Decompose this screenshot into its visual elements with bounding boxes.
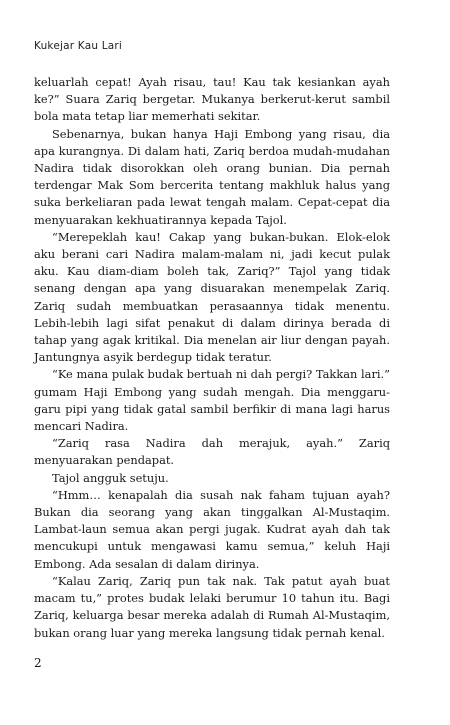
paragraph: “Kalau Zariq, Zariq pun tak nak. Tak patut ayah buat macam tu,” protes budak lelaki berumur 10 tahun itu. Bagi Zariq, keluarga besar mereka adalah di Rumah Al-Mustaqim, bukan orang luar yang mereka langsung tidak pernah kenal. <box>34 573 390 640</box>
paragraph: “Hmm… kenapalah dia susah nak faham tujuan ayah? Bukan dia seorang yang akan tinggalkan Al-Mustaqim. Lambat-laun semua akan pergi jugak. Kudrat ayah dah tak mencukupi untuk mengawasi kamu semua,” keluh Haji Embong. Ada sesalan di dalam dirinya. <box>34 487 390 571</box>
paragraph: Tajol angguk setuju. <box>52 470 169 485</box>
paragraph: keluarlah cepat! Ayah risau, tau! Kau tak kesiankan ayah ke?” Suara Zariq bergetar. Mukanya berkerut-kerut sambil bola mata tetap liar memerhati sekitar. <box>34 75 390 124</box>
paragraph: “Merepeklah kau! Cakap yang bukan-bukan. Elok-elok aku berani cari Nadira malam-malam ni, jadi kecut pulak aku. Kau diam-diam boleh tak, Zariq?” Tajol yang tidak senang dengan apa yang disuarakan menempelak Zariq. Zariq sudah membuatkan perasaannya tidak menentu. Lebih-lebih lagi sifat penakut di dalam dirinya berada di tahap yang agak kritikal. Dia menelan air liur dengan payah. Jantungnya asyik berdegup tidak teratur. <box>34 229 390 365</box>
paragraph: “Zariq rasa Nadira dah merajuk, ayah.” Zariq menyuarakan pendapat. <box>34 436 390 468</box>
paragraph: “Ke mana pulak budak bertuah ni dah pergi? Takkan lari.” gumam Haji Embong yang sudah mengah. Dia menggaru-garu pipi yang tidak gatal sambil berfikir di mana lagi harus mencari Nadira. <box>34 367 390 434</box>
paragraph: Sebenarnya, bukan hanya Haji Embong yang risau, dia apa kurangnya. Di dalam hati, Zariq berdoa mudah-mudahan Nadira tidak disorokkan oleh orang bunian. Dia pernah terdengar Mak Som bercerita tentang makhluk halus yang suka berkeliaran pada lewat tengah malam. Cepat-cepat dia menyuarakan kekhuatirannya kepada Tajol. <box>34 126 390 227</box>
page-number: 2 <box>34 656 42 670</box>
body-text <box>34 74 390 642</box>
running-title: Kukejar Kau Lari <box>34 40 123 52</box>
